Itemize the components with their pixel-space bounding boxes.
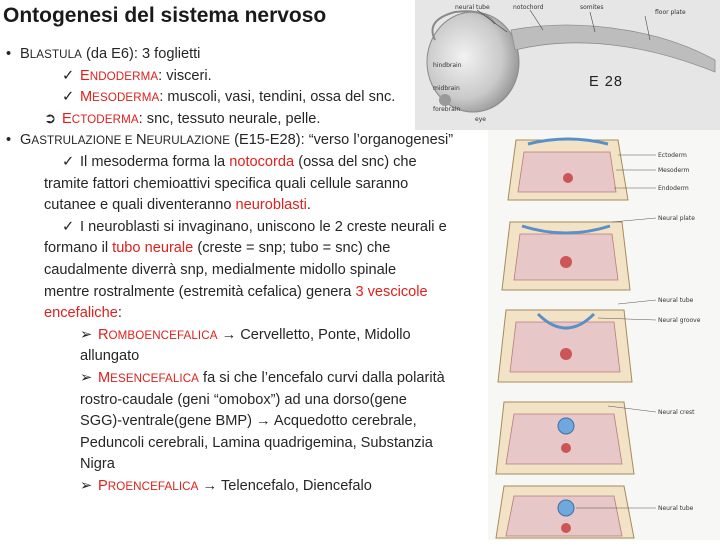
- item-neuroblasti-line5: encefaliche:: [44, 305, 122, 322]
- bullet-dot: •: [6, 132, 12, 149]
- label-forebrain: forebrain: [433, 106, 461, 113]
- stage-3: [498, 310, 632, 382]
- item-mesencefalica-line2: rostro-caudale (geni “omobox”) ad una dorso(gene: [80, 391, 407, 408]
- label-floor-plate: floor plate: [655, 9, 686, 16]
- label-notochord: notochord: [513, 4, 544, 11]
- stage-1: [508, 139, 628, 200]
- stage-5: [496, 486, 634, 538]
- item-neuroblasti-line4: mentre rostralmente (estremità cefalica) genera 3 vescicole: [44, 283, 428, 300]
- item-notocorda-line2: tramite fattori chemioattivi specifica quali cellule saranno: [44, 175, 409, 192]
- item-proencefalica: ➢ PROENCEFALICA → Telencefalo, Diencefalo: [6, 476, 488, 498]
- embryo-illustration: [415, 0, 720, 130]
- check-icon: ✓: [62, 89, 75, 106]
- label-ectoderm: Ectoderm: [658, 152, 687, 159]
- check-icon: ✓: [62, 67, 75, 84]
- label-midbrain: midbrain: [433, 85, 460, 92]
- item-mesencefalica-line4: Peduncoli cerebrali, Lamina quadrigemina, Substanzia: [80, 434, 433, 451]
- arrowhead-icon: ➢: [80, 369, 93, 386]
- label-neural-groove: Neural groove: [658, 317, 701, 324]
- stage-2: [502, 222, 630, 290]
- check-icon: ✓: [62, 153, 75, 170]
- stage-label: E 28: [589, 74, 624, 90]
- embryo-figure: [415, 0, 720, 130]
- item-mesencefalica-line5: Nigra: [80, 456, 115, 473]
- item-romboencefalica: ➢ ROMBOENCEFALICA → Cervelletto, Ponte, Midollo: [6, 325, 488, 347]
- item-neuroblasti-line2: formano il tubo neurale (creste = snp; tubo = snc) che: [44, 240, 391, 257]
- label-neural-tube: Neural tube: [658, 297, 694, 304]
- arrowhead-icon: ➢: [80, 326, 93, 343]
- label-hindbrain: hindbrain: [433, 62, 462, 69]
- label-somites: somites: [580, 4, 604, 11]
- neurulation-figure: [488, 130, 720, 540]
- item-notocorda: ✓ Il mesoderma forma la notocorda (ossa del snc) che: [6, 152, 488, 174]
- stage-4: [496, 402, 634, 474]
- bullet-blastula: • BLASTULA (da E6): 3 foglietti: [6, 44, 488, 66]
- label-mesoderm: Mesoderm: [658, 167, 690, 174]
- bullet-gastrulazione: • GASTRULAZIONE E NEURULAZIONE (E15-E28): “verso l’organogenesi”: [6, 130, 488, 152]
- item-ectoderma: ➲ ECTODERMA: snc, tessuto neurale, pelle.: [6, 109, 488, 131]
- item-mesencefalica-line3: SGG)-ventrale(gene BMP) → Acquedotto cerebrale,: [80, 413, 417, 430]
- arrow-circle-icon: ➲: [44, 110, 57, 127]
- item-mesoderma: ✓ MESODERMA: muscoli, vasi, tendini, ossa del snc.: [6, 87, 488, 109]
- label-neural-crest: Neural crest: [658, 409, 695, 416]
- item-romboencefalica-line2: allungato: [80, 348, 140, 365]
- item-neuroblasti: ✓ I neuroblasti si invaginano, uniscono le 2 creste neurali e: [6, 217, 488, 239]
- bullet-dot: •: [6, 46, 12, 62]
- item-neuroblasti-line3: caudalmente diverrà snp, medialmente midollo spinale: [44, 261, 397, 278]
- neurulation-illustration: [488, 130, 720, 540]
- label-endoderm: Endoderm: [658, 185, 689, 192]
- label-neural-tube: neural tube: [455, 4, 490, 11]
- label-neural-tube-2: Neural tube: [658, 505, 694, 512]
- check-icon: ✓: [62, 218, 75, 235]
- label-neural-plate: Neural plate: [658, 215, 695, 222]
- label-eye: eye: [475, 116, 486, 123]
- item-endoderma: ✓ ENDODERMA: visceri.: [6, 66, 488, 88]
- arrowhead-icon: ➢: [80, 477, 93, 494]
- slide-title: Ontogenesi del sistema nervoso: [3, 4, 327, 27]
- item-notocorda-line3: cutanee e quali diventeranno neuroblasti.: [44, 197, 311, 214]
- item-mesencefalica: ➢ MESENCEFALICA fa si che l’encefalo curvi dalla polarità: [6, 368, 488, 390]
